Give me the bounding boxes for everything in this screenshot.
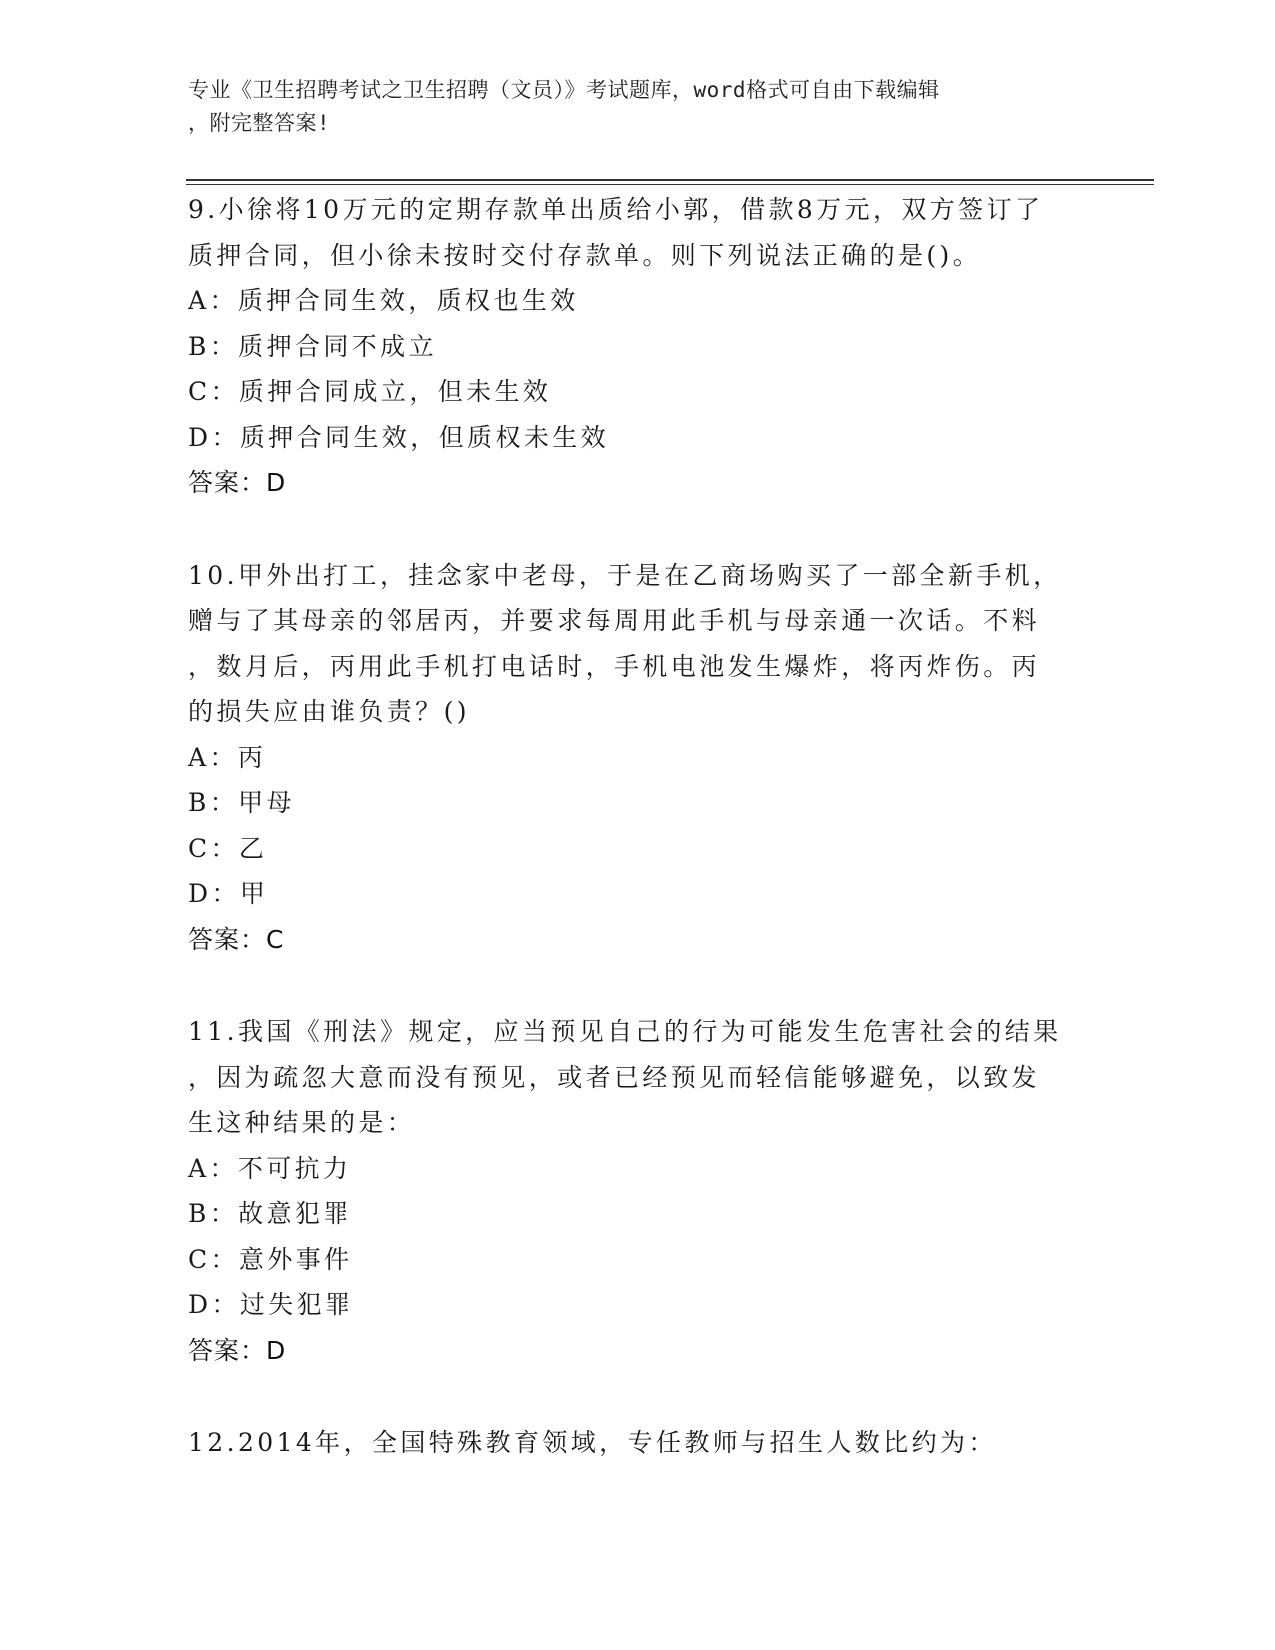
option-a: A：质押合同生效，质权也生效 [188, 286, 579, 315]
stem-line: ，数月后，丙用此手机打电话时，手机电池发生爆炸，将丙炸伤。丙 [188, 651, 1041, 681]
stem-line: 12.2014年，全国特殊教育领域，专任教师与招生人数比约为： [188, 1428, 997, 1457]
header-line-1: 专业《卫生招聘考试之卫生招聘（文员）》考试题库，word格式可自由下载编辑 [188, 78, 940, 102]
option-d: D：过失犯罪 [188, 1290, 354, 1319]
option-a: A：丙 [188, 742, 267, 772]
question-stem [188, 1009, 1088, 1146]
question-stem [188, 553, 1088, 735]
option-b: B：甲母 [188, 788, 295, 817]
option-c: C：质押合同成立，但未生效 [188, 377, 552, 406]
option-b: B：质押合同不成立 [188, 331, 437, 361]
question-item [188, 553, 1088, 963]
option-c: C：意外事件 [188, 1244, 353, 1274]
stem-line: 10.甲外出打工，挂念家中老母，于是在乙商场购买了一部全新手机， [188, 560, 1062, 590]
stem-line: 赠与了其母亲的邻居丙，并要求每周用此手机与母亲通一次话。不料 [188, 606, 1041, 635]
stem-line: 生这种结果的是： [188, 1108, 416, 1137]
option-list [188, 735, 1088, 917]
stem-line: 的损失应由谁负责？() [188, 697, 470, 726]
stem-line: ，因为疏忽大意而没有预见，或者已经预见而轻信能够避免，以致发 [188, 1062, 1041, 1092]
question-item [188, 187, 1088, 506]
question-stem [188, 1420, 1088, 1466]
document-header [188, 74, 1068, 140]
answer-line: 答案：C [188, 924, 285, 954]
question-item [188, 1420, 1088, 1466]
stem-line: 9.小徐将10万元的定期存款单出质给小郭，借款8万元，双方签订了 [188, 195, 1044, 224]
answer-line: 答案：D [188, 1335, 287, 1365]
stem-line: 11.我国《刑法》规定，应当预见自己的行为可能发生危害社会的结果 [188, 1017, 1062, 1046]
option-c: C：乙 [188, 833, 268, 863]
header-divider-thick [186, 179, 1154, 181]
answer-line: 答案：D [188, 468, 287, 497]
question-list [188, 187, 1088, 1513]
option-list [188, 1146, 1088, 1328]
option-a: A：不可抗力 [188, 1153, 352, 1183]
option-list [188, 278, 1088, 460]
stem-line: 质押合同，但小徐未按时交付存款单。则下列说法正确的是()。 [188, 240, 982, 270]
question-stem [188, 187, 1088, 278]
header-line-2: ，附完整答案! [188, 111, 331, 135]
option-d: D：质押合同生效，但质权未生效 [188, 422, 610, 452]
option-d: D：甲 [188, 879, 269, 908]
question-item [188, 1009, 1088, 1373]
option-b: B：故意犯罪 [188, 1199, 352, 1228]
header-divider-thin [186, 184, 1154, 185]
